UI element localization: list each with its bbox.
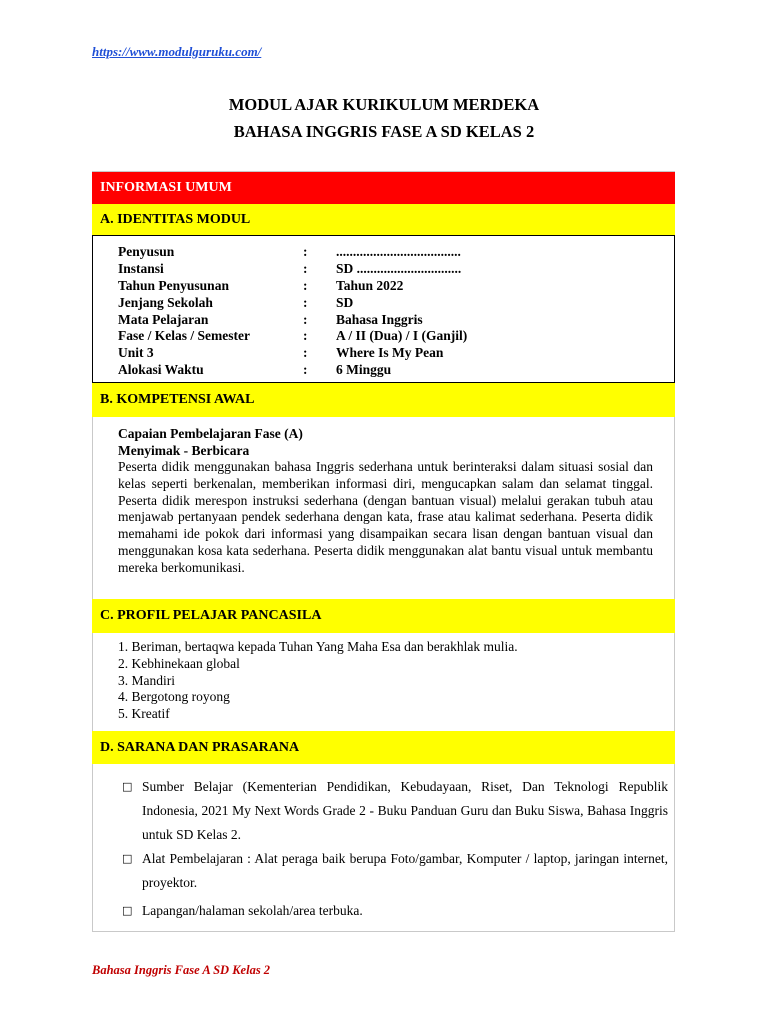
menyimak-heading: Menyimak - Berbicara	[118, 443, 250, 458]
ident-value: SD	[336, 295, 354, 310]
ident-colon: :	[303, 278, 308, 293]
list-item: 1. Beriman, bertaqwa kepada Tuhan Yang Maha Esa dan berakhlak mulia.	[118, 639, 518, 654]
list-item: 2. Kebhinekaan global	[118, 655, 240, 671]
checkbox-icon: □	[122, 904, 133, 917]
ident-value: .....................................	[336, 244, 461, 259]
ident-colon: :	[303, 244, 308, 259]
ident-value: Tahun 2022	[336, 278, 404, 293]
section-b-heading: B. KOMPETENSI AWAL	[100, 392, 255, 407]
ident-label: Fase / Kelas / Semester	[118, 328, 250, 343]
ident-colon: :	[303, 295, 308, 310]
section-d-header	[92, 731, 675, 764]
list-item: 4. Bergotong royong	[118, 689, 230, 705]
section-a-header	[92, 204, 675, 235]
ident-label: Tahun Penyusunan	[118, 278, 229, 293]
page-footer: Bahasa Inggris Fase A SD Kelas 2	[92, 963, 271, 977]
list-item	[122, 775, 668, 847]
checkbox-icon: □	[122, 780, 133, 793]
ident-colon: :	[303, 345, 308, 360]
informasi-umum-header	[92, 172, 675, 204]
document-subtitle: BAHASA INGGRIS FASE A SD KELAS 2	[233, 122, 535, 141]
ident-value: Where Is My Pean	[336, 345, 444, 360]
ident-colon: :	[303, 312, 308, 327]
ident-colon: :	[303, 362, 308, 377]
website-link[interactable]: https://www.modulguruku.com/	[92, 44, 262, 59]
sarana-text: Alat Pembelajaran : Alat peraga baik berupa Foto/gambar, Komputer / laptop, jaringan internet, proyektor.	[142, 851, 668, 890]
informasi-umum-label: INFORMASI UMUM	[100, 180, 232, 195]
ident-colon: :	[303, 261, 308, 276]
kompetensi-paragraph: Peserta didik menggunakan bahasa Inggris sederhana untuk berinteraksi dalam situasi sosial dan kelas seperti berkenalan, memberikan informasi diri, mengucapkan salam dan selamat tinggal. Peserta didik merespon instruksi sederhana (dengan bantuan visual) melalui gerakan tubuh atau menjawab pertanyaan pendek sederhana dengan kata, frase atau kalimat sederhana. Peserta didik memahami ide pokok dari informasi yang disampaikan secara lisan dengan bantuan visual dan menggunakan kosa kata sederhana. Peserta didik menggunakan alat bantu visual untuk membantu mereka berkomunikasi.	[118, 459, 653, 575]
ident-value: Bahasa Inggris	[336, 312, 423, 327]
ident-value: 6 Minggu	[336, 362, 392, 377]
section-a-heading: A. IDENTITAS MODUL	[100, 211, 251, 227]
ident-value: SD ...............................	[336, 261, 462, 276]
document-title: MODUL AJAR KURIKULUM MERDEKA	[228, 95, 540, 114]
ident-label: Alokasi Waktu	[118, 362, 204, 377]
sarana-text: Lapangan/halaman sekolah/area terbuka.	[142, 903, 363, 918]
section-b-header	[92, 383, 675, 417]
ident-colon: :	[303, 328, 308, 343]
ident-label: Jenjang Sekolah	[118, 295, 213, 310]
ident-label: Unit 3	[118, 345, 154, 360]
profil-list	[118, 639, 518, 723]
sarana-text: Sumber Belajar (Kementerian Pendidikan, Kebudayaan, Riset, Dan Teknologi Republik Indonesia, 2021 My Next Words Grade 2 - Buku Panduan Guru dan Buku Siswa, Bahasa Inggris untuk SD Kelas 2.	[142, 779, 668, 842]
ident-value: A / II (Dua) / I (Ganjil)	[336, 328, 468, 343]
section-c-heading: C. PROFIL PELAJAR PANCASILA	[100, 608, 322, 623]
list-item: 3. Mandiri	[118, 672, 175, 688]
section-d-heading: D. SARANA DAN PRASARANA	[100, 739, 300, 755]
ident-label: Penyusun	[118, 244, 175, 259]
section-c-header	[92, 599, 675, 633]
list-item: 5. Kreatif	[118, 706, 170, 722]
list-item	[122, 847, 668, 895]
capaian-heading: Capaian Pembelajaran Fase (A)	[118, 426, 303, 441]
ident-label: Instansi	[118, 261, 164, 276]
ident-label: Mata Pelajaran	[118, 312, 209, 327]
list-item	[122, 899, 668, 923]
checkbox-icon: □	[122, 852, 133, 865]
